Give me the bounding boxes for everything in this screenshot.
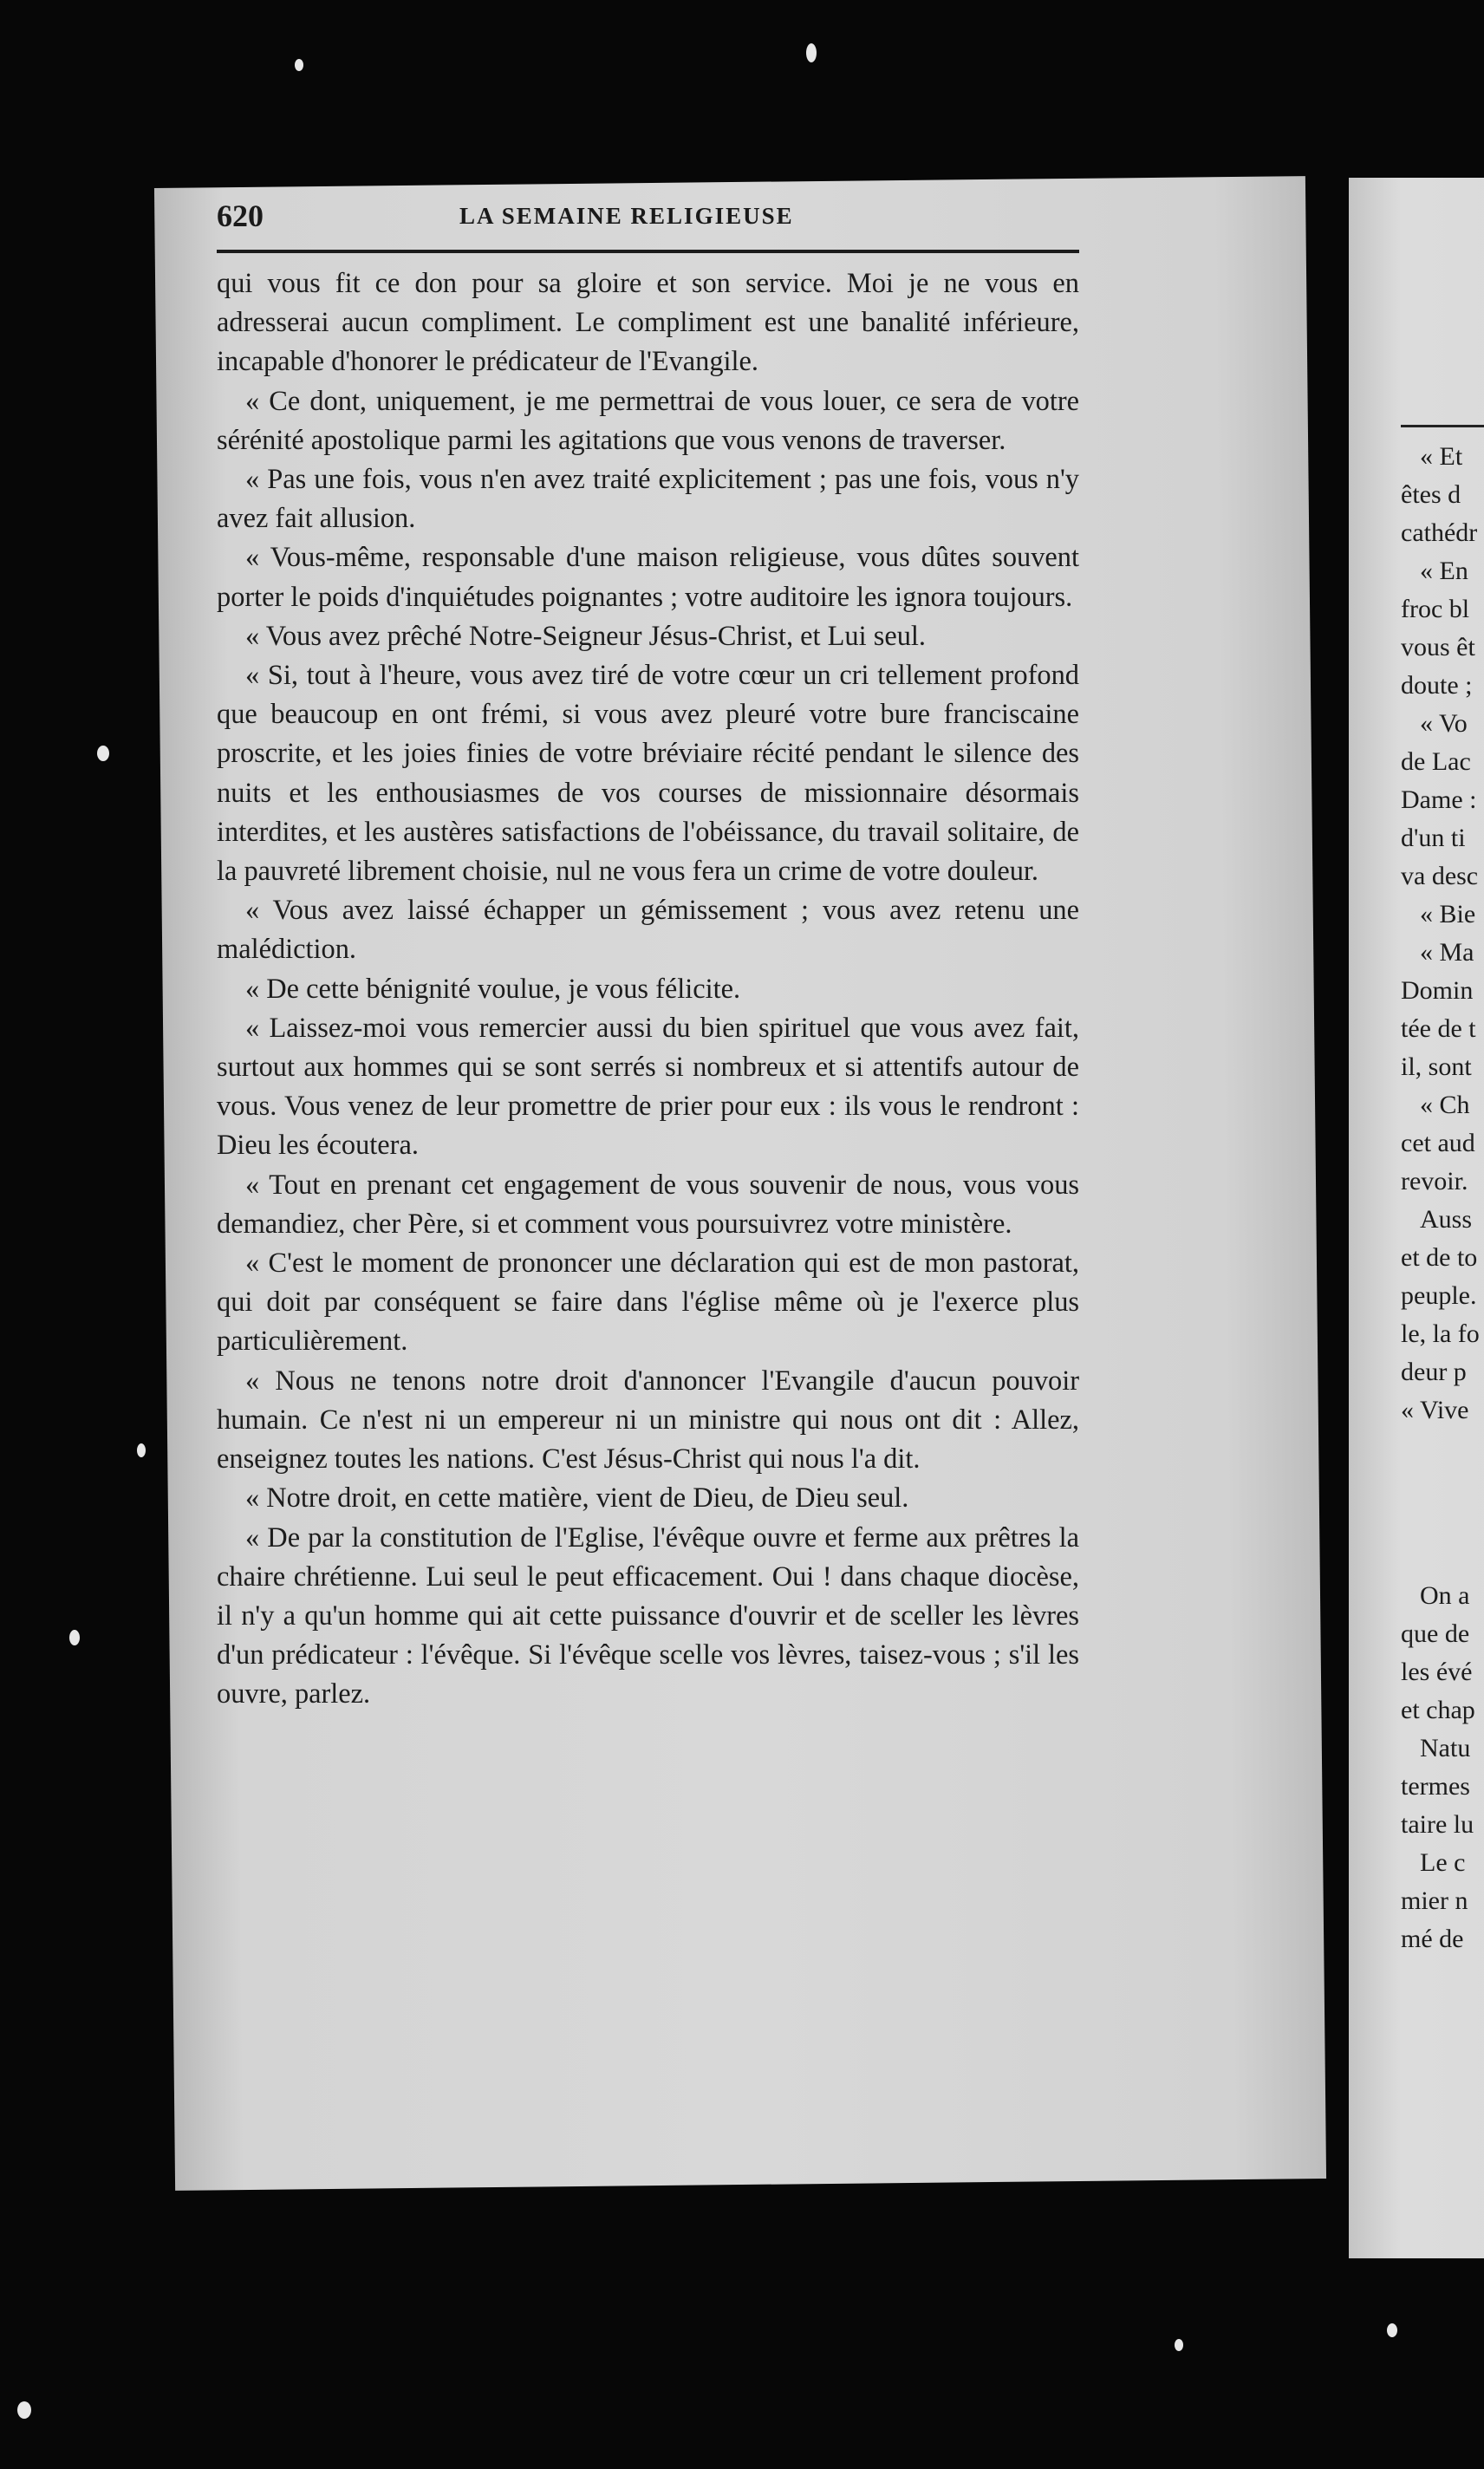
page-number: 620 — [217, 199, 264, 233]
text-line: les évé — [1401, 1658, 1473, 1686]
paragraph: « Vous avez laissé échapper un gémissement ; vous avez retenu une malédiction. — [217, 895, 1079, 966]
paragraph: « Ce dont, uniquement, je me permettrai de vous louer, ce sera de votre sérénité apostolique parmi les agitations que vous venons de traverser. — [217, 385, 1079, 456]
text-line: de Lac — [1401, 747, 1471, 776]
text-line: mé de — [1401, 1925, 1464, 1953]
dust-speck — [806, 43, 817, 62]
paragraph: « C'est le moment de prononcer une déclaration qui est de mon pastorat, qui doit par conséquent se faire dans l'église même où je l'exerce plus particulièrement. — [217, 1248, 1079, 1358]
text-line: « Et — [1420, 442, 1463, 471]
text-line: que de — [1401, 1619, 1470, 1648]
text-line: On a — [1420, 1581, 1470, 1610]
text-line: êtes d — [1401, 480, 1461, 509]
text-line: Natu — [1420, 1734, 1471, 1762]
text-line: « Ch — [1420, 1091, 1470, 1119]
text-line: froc bl — [1401, 595, 1470, 623]
text-line: le, la fo — [1401, 1319, 1480, 1348]
text-line: va desc — [1401, 862, 1479, 890]
text-line: mier n — [1401, 1886, 1468, 1915]
text-line: « Vo — [1420, 709, 1468, 738]
text-line: tée de t — [1401, 1014, 1476, 1043]
text-line: taire lu — [1401, 1810, 1474, 1839]
running-head-rule — [1401, 425, 1484, 427]
text-line: vous êt — [1401, 633, 1475, 661]
dust-speck — [1387, 2323, 1397, 2337]
paragraph: « Pas une fois, vous n'en avez traité explicitement ; pas une fois, vous n'y avez fait allusion. — [217, 464, 1079, 535]
text-line: deur p — [1401, 1358, 1467, 1386]
text-line: Le c — [1420, 1848, 1466, 1877]
paragraph: « Vous avez prêché Notre-Seigneur Jésus-Christ, et Lui seul. — [245, 620, 926, 652]
section-gap — [1401, 1430, 1484, 1577]
text-line: et de to — [1401, 1243, 1478, 1272]
running-title: LA SEMAINE RELIGIEUSE — [459, 203, 794, 229]
text-line: d'un ti — [1401, 824, 1466, 852]
paragraph: « Tout en prenant cet engagement de vous souvenir de nous, vous vous demandiez, cher Père, si et comment vous poursuivrez votre ministère. — [217, 1169, 1079, 1240]
text-line: Auss — [1420, 1205, 1473, 1234]
text-line: revoir. — [1401, 1167, 1468, 1195]
text-line: peuple. — [1401, 1281, 1477, 1310]
paragraph: « Vous-même, responsable d'une maison religieuse, vous dûtes souvent porter le poids d'inquiétudes poignantes ; votre auditoire les ignora toujours. — [217, 542, 1079, 613]
dust-speck — [17, 2401, 31, 2419]
text-line: « Ma — [1420, 938, 1474, 967]
dust-speck — [137, 1443, 146, 1457]
right-page-text — [1401, 438, 1484, 1958]
text-line: « En — [1420, 557, 1468, 585]
text-line: et chap — [1401, 1696, 1475, 1724]
text-line: termes — [1401, 1772, 1470, 1801]
paragraph: « De cette bénignité voulue, je vous félicite. — [245, 973, 741, 1005]
running-head — [217, 198, 1079, 253]
paragraph: « Nous ne tenons notre droit d'annoncer l'Evangile d'aucun pouvoir humain. Ce n'est ni un empereur ni un ministre qui nous ont dit : Allez, enseignez toutes les nations. C'est Jésus-Christ qui nous l'a dit. — [217, 1365, 1079, 1476]
paragraph: qui vous fit ce don pour sa gloire et son service. Moi je ne vous en adresserai aucun compliment. Le compliment est une banalité inférieure, incapable d'honorer le prédicateur de l'Evangile. — [217, 268, 1079, 378]
text-line: doute ; — [1401, 671, 1473, 700]
dust-speck — [295, 59, 303, 71]
page-right — [1349, 178, 1484, 2258]
body-text — [217, 264, 1079, 1715]
text-line: cet aud — [1401, 1129, 1475, 1157]
dust-speck — [1175, 2339, 1183, 2351]
dust-speck — [97, 746, 109, 761]
dust-speck — [69, 1630, 80, 1645]
paragraph: « Notre droit, en cette matière, vient de Dieu, de Dieu seul. — [245, 1482, 909, 1515]
paragraph: « Laissez-moi vous remercier aussi du bien spirituel que vous avez fait, surtout aux hommes qui se sont serrés si nombreux et si attentifs autour de vous. Vous venez de leur promettre de prier pour eux : ils vous le rendront : Dieu les écoutera. — [217, 1012, 1079, 1162]
text-line: Domin — [1401, 976, 1474, 1005]
paragraph: « De par la constitution de l'Eglise, l'évêque ouvre et ferme aux prêtres la chaire chrétienne. Lui seul le peut efficacement. Oui ! dans chaque diocèse, il n'y a qu'un homme qui ait cette puissance d'ouvrir et de sceller les lèvres d'un prédicateur : l'évêque. Si l'évêque scelle vos lèvres, taisez-vous ; s'il les ouvre, parlez. — [217, 1521, 1079, 1710]
text-line: Dame : — [1401, 785, 1477, 814]
paragraph: « Si, tout à l'heure, vous avez tiré de votre cœur un cri tellement profond que beaucoup en ont frémi, si vous avez pleuré votre bure franciscaine proscrite, et les joies finies de votre bréviaire récité pendant le silence des nuits et les enthousiasmes de vos courses de missionnaire désormais interdites, et les austères satisfactions de l'obéissance, du travail solitaire, de la pauvreté librement choisie, nul ne vous fera un crime de votre douleur. — [217, 660, 1079, 888]
text-line: cathédr — [1401, 518, 1478, 547]
text-line: « Vive — [1401, 1396, 1469, 1424]
text-line: « Bie — [1420, 900, 1476, 928]
text-line: il, sont — [1401, 1052, 1472, 1081]
